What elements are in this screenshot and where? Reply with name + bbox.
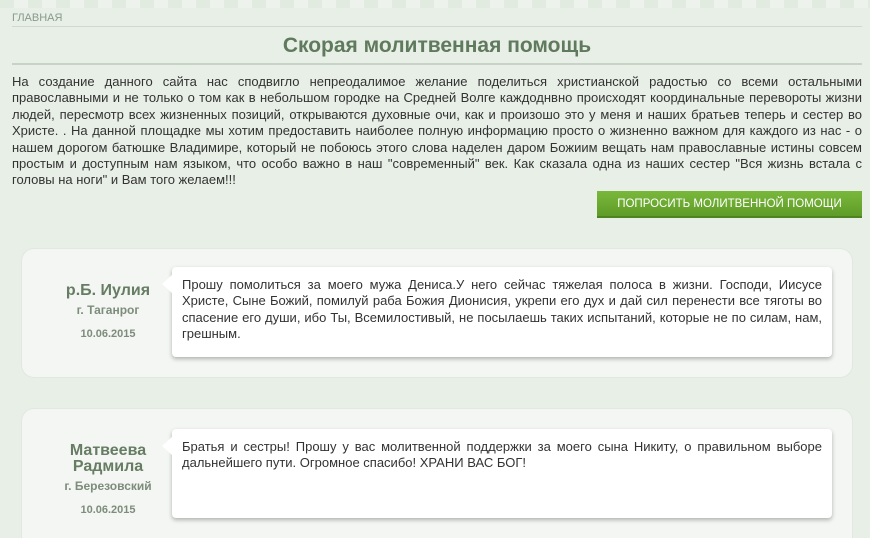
author-name: р.Б. Иулия bbox=[65, 282, 151, 299]
title-divider-top bbox=[12, 26, 862, 27]
title-divider-bottom bbox=[12, 63, 862, 65]
prayer-request-card bbox=[22, 249, 852, 377]
request-text: Прошу помолиться за моего мужа Дениса.У него сейчас тяжелая полоса в жизни. Господи, Иисусе Христе, Сыне Божий, помилуй раба Божия Дионисия, укрепи его дух и дай сил перенести все тяготы во спасение его души, ибо Ты, Всемилостивый, не посылаешь таких испытаний, которые не по силам, нам, грешным. bbox=[172, 267, 832, 357]
page-title: Скорая молитвенная помощь bbox=[282, 34, 592, 57]
author-name: Матвеева Радмила bbox=[69, 442, 147, 475]
request-prayer-button[interactable]: ПОПРОСИТЬ МОЛИТВЕННОЙ ПОМОЩИ bbox=[597, 191, 862, 218]
request-date: 10.06.2015 bbox=[80, 504, 136, 516]
title-row bbox=[12, 26, 862, 66]
breadcrumb-home-link[interactable]: ГЛАВНАЯ bbox=[12, 12, 63, 24]
prayer-request-card bbox=[22, 409, 852, 538]
intro-text: На создание данного сайта нас сподвигло непреодалимое желание поделиться христианской радостью со всеми остальными православными и не только о том как в небольшом городке на Средней Волге каждоднвно происходят координальные перевороты жизни людей, пересмотр всех жизненных позиций, открываются духовные очи, как и произошо это у меня и наших братьев теперь и сестер во Христе. . На данной площадке мы хотим предоставить наиболее полную информацию просто о жизненно важном для каждого из нас - о нашем дорогом батюшке Владимире, который не побоюсь этого слова наделен даром Божиим вещать нам православные истины совсем простым и доступным нам языком, что особо важно в наш "современный" век. Как сказала одна из наших сестер "Вся жизнь встала с головы на ноги" и Вам того желаем!!! bbox=[12, 74, 862, 188]
author-info bbox=[44, 283, 172, 340]
top-decoration bbox=[0, 0, 870, 8]
request-text: Братья и сестры! Прошу у вас молитвенной поддержки за моего сына Никиту, о правильном выборе дальнейшего пути. Огромное спасибо! ХРАНИ ВАС БОГ! bbox=[172, 429, 832, 518]
author-info bbox=[44, 443, 172, 516]
author-city: г. Березовский bbox=[64, 479, 152, 493]
request-date: 10.06.2015 bbox=[80, 328, 136, 340]
author-city: г. Таганрог bbox=[76, 303, 140, 317]
